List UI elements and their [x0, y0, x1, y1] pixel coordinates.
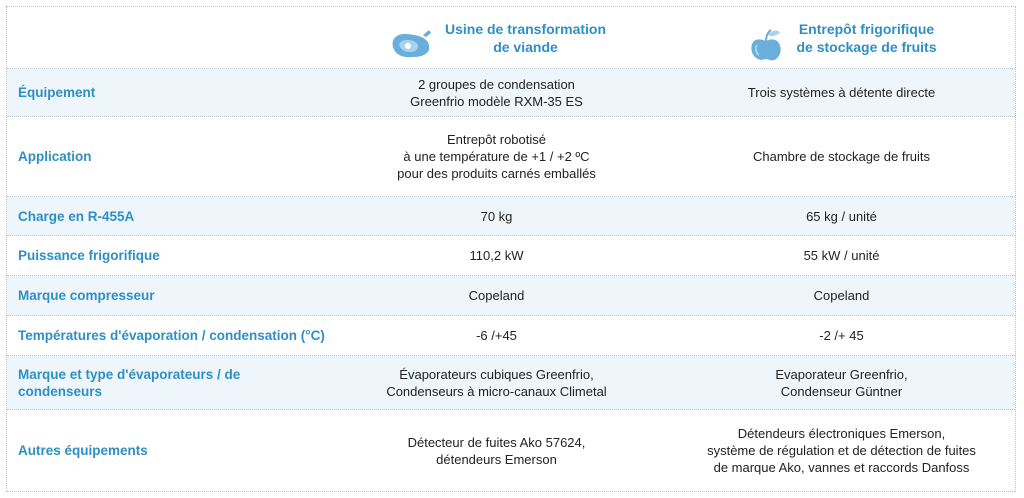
row-label: Puissance frigorifique [18, 248, 160, 263]
row-col1-value: 70 kg [480, 208, 513, 224]
table-row [7, 276, 1015, 316]
row-col2-value: Copeland [813, 288, 870, 303]
table-row [7, 410, 1015, 492]
header-col2-title: Entrepôt frigorifique de stockage de fruits [796, 20, 937, 55]
row-col1-value: 110,2 kW [469, 248, 524, 263]
row-col1-value: Détecteur de fuites Ako 57624, détendeurs Emerson [407, 434, 586, 467]
row-col1-value: Évaporateurs cubiques Greenfrio, Condenseurs à micro-canaux Climetal [386, 366, 607, 399]
table-row [7, 69, 1015, 117]
row-label: Équipement [18, 85, 96, 100]
row-col2-value: Evaporateur Greenfrio, Condenseur Güntner [775, 366, 908, 399]
table-row [7, 197, 1015, 236]
row-col2-value: -2 /+ 45 [819, 328, 864, 343]
row-label: Autres équipements [18, 443, 148, 458]
row-label: Températures d'évaporation / condensation (°C) [18, 328, 325, 343]
meat-icon [387, 9, 435, 67]
header-fruit-warehouse [668, 7, 1015, 68]
table-row [7, 356, 1015, 410]
row-label: Marque compresseur [18, 288, 155, 303]
comparison-table [6, 6, 1016, 492]
row-label: Marque et type d'évaporateurs / de condenseurs [18, 366, 241, 399]
row-col2-value: 65 kg / unité [806, 208, 877, 224]
row-col2-value: 55 kW / unité [803, 248, 880, 263]
header-meat-plant [325, 7, 668, 68]
header-col1-title: Usine de transformation de viande [444, 20, 607, 55]
row-col2-value: Trois systèmes à détente directe [747, 85, 936, 100]
header-empty-cell [7, 7, 325, 68]
row-col1-value: 2 groupes de condensation Greenfrio modèle RXM-35 ES [410, 76, 583, 109]
table-row [7, 236, 1015, 276]
row-label: Charge en R-455A [18, 208, 135, 224]
table-row [7, 316, 1015, 356]
row-col1-value: Entrepôt robotisé à une température de +1 / +2 ºC pour des produits carnés emballés [397, 132, 596, 181]
row-label: Application [18, 149, 92, 164]
fruit-icon [746, 9, 786, 67]
row-col2-value: Chambre de stockage de fruits [752, 149, 931, 164]
row-col2-value: Détendeurs électroniques Emerson, système de régulation et de détection de fuites de marque Ako, vannes et raccords Danfoss [707, 426, 976, 475]
row-col1-value: Copeland [468, 288, 525, 303]
row-col1-value: -6 /+45 [476, 328, 517, 343]
table-row [7, 117, 1015, 197]
table-header-row [7, 7, 1015, 69]
